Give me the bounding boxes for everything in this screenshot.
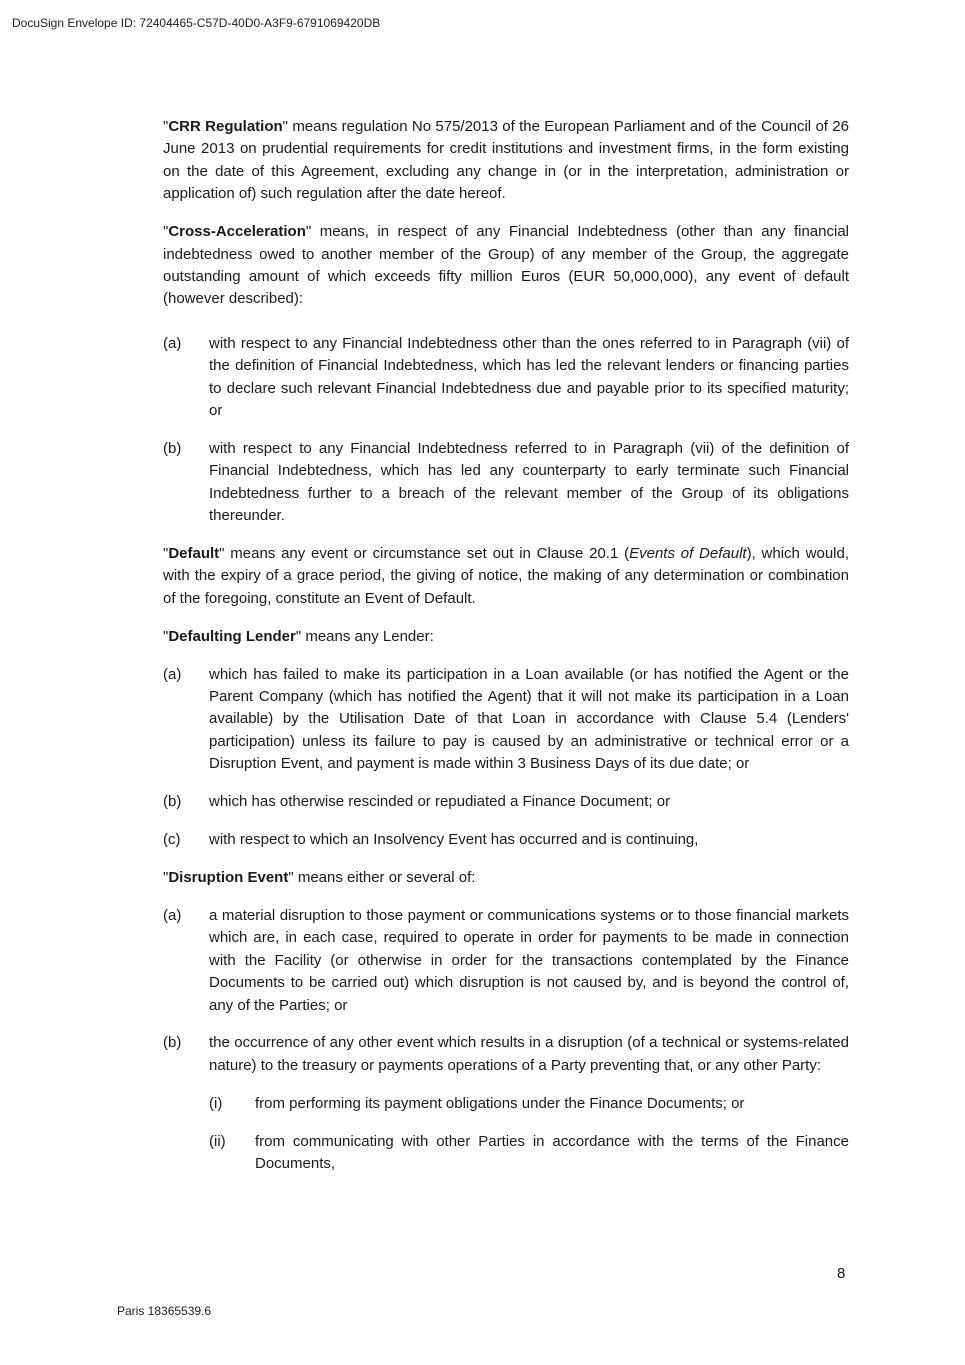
definition-disruption-event: "Disruption Event" means either or several of: [163,868,476,886]
item-text: with respect to which an Insolvency Event has occurred and is continuing, [209,831,699,849]
defined-term: CRR Regulation [168,118,283,135]
definition-default: "Default" means any event or circumstance set out in Clause 20.1 (Events of Default), which would, with the expiry of a grace period, the giving of notice, the making of any determination or combination of the foregoing, constitute an Event of Default. [163,545,850,607]
item-label: (b) [163,793,182,811]
list-item [163,829,849,851]
definition-text: means, in respect of any Financial Indebtedness (other than any financial indebtedness owed to another member of the Group) of any member of the Group, the aggregate outstanding amount of which exceeds fifty million Euros (EUR 50,000,000), any event of default (however described): [163,223,849,308]
item-text: with respect to any Financial Indebtedness other than the ones referred to in Paragraph (vii) of the definition of Financial Indebtedness, which has led the relevant lenders or financing parties to declare such relevant Financial Indebtedness due and payable prior to its specified maturity; or [209,334,849,419]
item-label: (c) [163,831,181,849]
item-label: (i) [209,1094,223,1112]
definition-defaulting-lender: "Defaulting Lender" means any Lender: [163,627,434,645]
item-text: from communicating with other Parties in accordance with the terms of the Finance Documents, [255,1132,849,1173]
item-text: which has failed to make its participation in a Loan available (or has notified the Agent or the Parent Company (which has notified the Agent) that it will not make its participation in a Loan available) by the Utilisation Date of that Loan in accordance with Clause 5.4 (Lenders' participation) unless its failure to pay is caused by an administrative or technical error or a Disruption Event, and payment is made within 3 Business Days of its due date; or [209,665,849,773]
list-item [163,664,849,776]
document-reference: Paris 18365539.6 [117,1304,212,1318]
list-item [163,333,849,423]
item-label: (b) [163,439,182,457]
definition-text: means regulation No 575/2013 of the European Parliament and of the Council of 26 June 2013 on prudential requirements for credit institutions and investment firms, in the form existing on the date of this Agreement, excluding any change in (or in the interpretation, administration or application of) such regulation after the date hereof. [163,118,849,203]
item-label: (a) [163,906,182,924]
list-item [163,905,849,1017]
sub-list-item [209,1131,849,1176]
defined-term: Defaulting Lender [168,627,296,645]
page-number: 8 [837,1265,846,1282]
sub-list-item [209,1093,849,1115]
defined-term: Cross-Acceleration [168,223,306,241]
definition-text: means any Lender: [301,627,434,645]
defined-term: Disruption Event [168,868,289,886]
item-label: (b) [163,1034,182,1052]
definition-text: means either or several of: [293,868,476,886]
definition-text: ), which would, with the expiry of a grace period, the giving of notice, the making of any determination or combination of the foregoing, constitute an Event of Default. [163,545,850,607]
item-label: (a) [163,665,182,683]
defined-term: Default [168,545,220,562]
definition-cross-acceleration: "Cross-Acceleration" means, in respect of any Financial Indebtedness (other than any financial indebtedness owed to another member of the Group) of any member of the Group, the aggregate outstanding amount of which exceeds fifty million Euros (EUR 50,000,000), any event of default (however described): [163,223,849,308]
envelope-id: DocuSign Envelope ID: 72404465-C57D-40D0-A3F9-6791069420DB [12,16,381,30]
list-item [163,438,849,528]
definition-crr-regulation: "CRR Regulation" means regulation No 575/2013 of the European Parliament and of the Council of 26 June 2013 on prudential requirements for credit institutions and investment firms, in the form existing on the date of this Agreement, excluding any change in (or in the interpretation, administration or application of) such regulation after the date hereof. [163,118,849,203]
item-text: a material disruption to those payment or communications systems or to those financial markets which are, in each case, required to operate in order for payments to be made in connection with the Facility (or otherwise in order for the transactions contemplated by the Finance Documents to be carried out) which disruption is not caused by, and is beyond the control of, any of the Parties; or [209,906,849,1014]
item-text: from performing its payment obligations under the Finance Documents; or [255,1094,745,1112]
item-label: (ii) [209,1132,226,1150]
definition-text: means any event or circumstance set out in Clause 20.1 ( [224,545,630,562]
item-text: with respect to any Financial Indebtedness referred to in Paragraph (vii) of the definition of Financial Indebtedness, which has led any counterparty to early terminate such Financial Indebtedness further to a breach of the relevant member of the Group of its obligations thereunder. [209,439,849,525]
item-text: which has otherwise rescinded or repudiated a Finance Document; or [209,793,671,811]
list-item [163,1032,849,1077]
list-item [163,791,849,813]
document-body [163,116,849,1191]
item-text: the occurrence of any other event which results in a disruption (of a technical or systems-related nature) to the treasury or payments operations of a Party preventing that, or any other Party: [209,1034,849,1074]
clause-reference: Events of Default [629,545,747,562]
item-label: (a) [163,334,182,352]
